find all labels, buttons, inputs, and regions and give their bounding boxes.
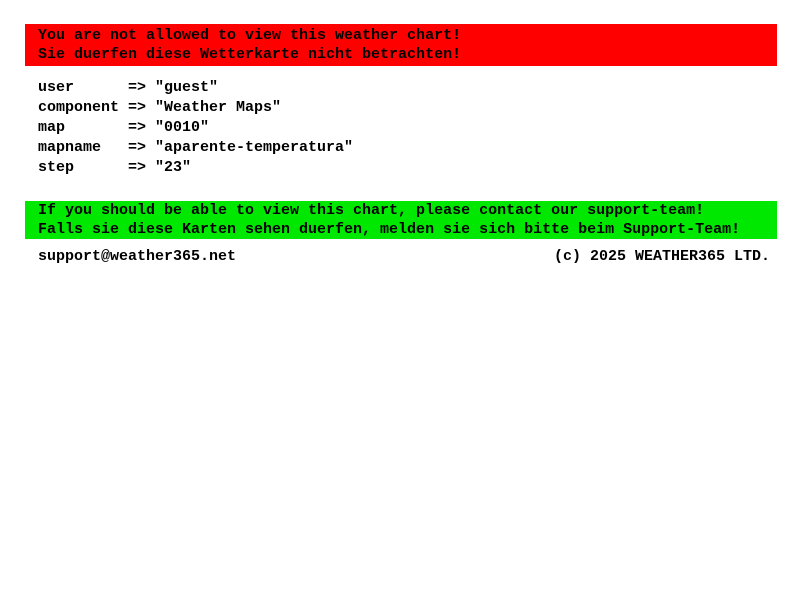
arrow-glyph: => [128, 79, 147, 96]
detail-row-component [38, 98, 353, 118]
detail-value: "Weather Maps" [155, 99, 282, 116]
error-line-german: Sie duerfen diese Wetterkarte nicht betrachten! [38, 46, 462, 63]
support-banner [25, 201, 777, 239]
arrow-glyph: => [128, 119, 147, 136]
detail-row-map [38, 118, 353, 138]
detail-row-user [38, 78, 353, 98]
detail-value: "23" [155, 159, 192, 176]
arrow-glyph: => [128, 159, 147, 176]
detail-key: mapname [38, 139, 102, 156]
detail-value: "aparente-temperatura" [155, 139, 354, 156]
copyright-notice: (c) 2025 WEATHER365 LTD. [553, 248, 770, 265]
error-line-english: You are not allowed to view this weather chart! [38, 27, 462, 44]
detail-key: map [38, 119, 66, 136]
detail-key: user [38, 79, 75, 96]
detail-key: step [38, 159, 75, 176]
detail-value: "0010" [155, 119, 210, 136]
arrow-glyph: => [128, 139, 147, 156]
detail-row-mapname [38, 138, 353, 158]
error-banner [25, 24, 777, 66]
request-details [38, 78, 353, 178]
detail-key: component [38, 99, 120, 116]
footer [38, 247, 770, 266]
support-line-english: If you should be able to view this chart, please contact our support-team! [38, 202, 705, 219]
detail-row-step [38, 158, 353, 178]
support-line-german: Falls sie diese Karten sehen duerfen, melden sie sich bitte beim Support-Team! [38, 221, 741, 238]
arrow-glyph: => [128, 99, 147, 116]
detail-value: "guest" [155, 79, 219, 96]
support-email: support@weather365.net [38, 248, 237, 265]
